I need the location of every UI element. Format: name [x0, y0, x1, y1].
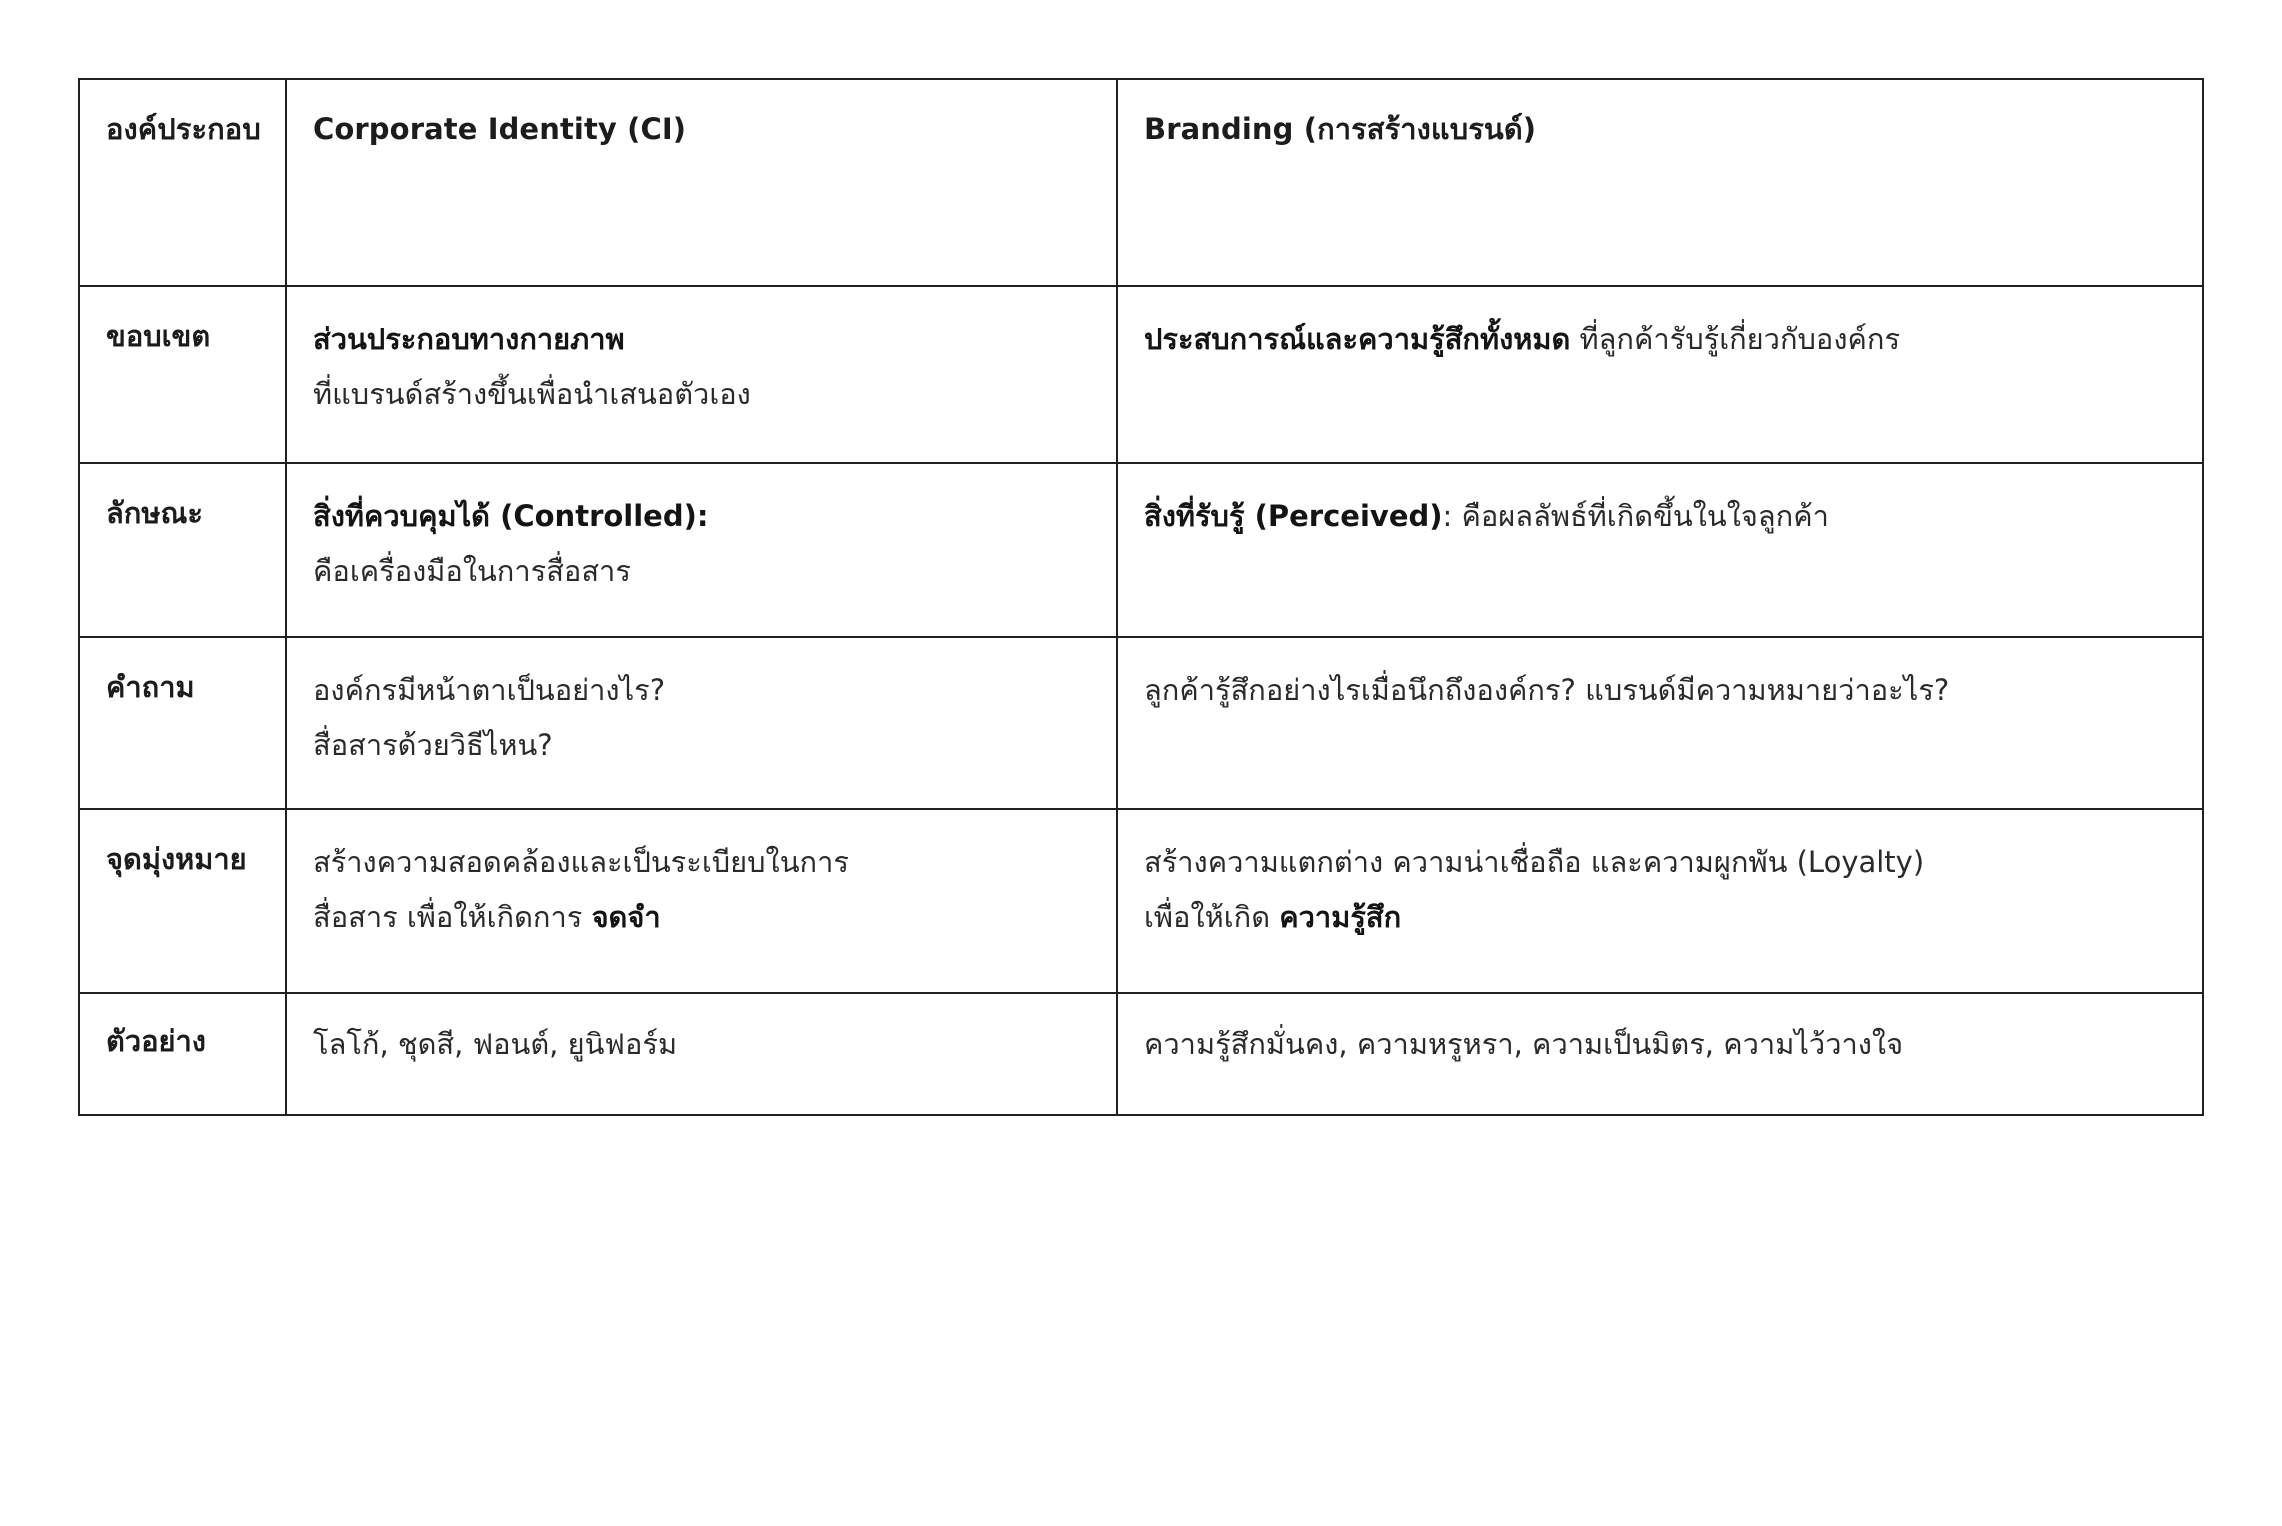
- cell-ci: [286, 637, 1117, 809]
- plain-text: องค์กรมีหน้าตาเป็นอย่างไร?: [313, 673, 666, 707]
- plain-text: สร้างความแตกต่าง ความน่าเชื่อถือ และความผูกพัน (Loyalty): [1144, 845, 1925, 879]
- body-line: [313, 840, 1090, 885]
- cell-ci: [286, 286, 1117, 463]
- body-line: [313, 1022, 1090, 1067]
- plain-text: สื่อสาร เพื่อให้เกิดการ: [313, 899, 592, 934]
- cell-branding: [1117, 637, 2203, 809]
- branding-content: [1118, 994, 2202, 1067]
- column-header-branding: [1117, 79, 2203, 286]
- body-line: [1144, 1022, 2176, 1067]
- body-line: [313, 494, 1090, 539]
- body-line: [313, 723, 1090, 768]
- aspect-label: ลักษณะ: [106, 496, 203, 530]
- body-line: [313, 317, 1090, 362]
- table-header: [79, 79, 2203, 286]
- branding-content: [1118, 810, 2202, 940]
- cell-aspect: [79, 637, 286, 809]
- emphasis-text: ส่วนประกอบทางกายภาพ: [313, 322, 625, 356]
- body-line: [313, 895, 1090, 940]
- ci-vs-branding-comparison-table: [78, 78, 2204, 1116]
- body-line: [1144, 668, 2176, 713]
- cell-ci: [286, 993, 1117, 1115]
- cell-aspect: [79, 463, 286, 637]
- body-line: [1144, 317, 2176, 362]
- emphasis-text: ความรู้สึก: [1279, 899, 1402, 934]
- table-header-row: [79, 79, 2203, 286]
- aspect-label: จุดมุ่งหมาย: [106, 842, 247, 876]
- plain-text: โลโก้, ชุดสี, ฟอนต์, ยูนิฟอร์ม: [313, 1027, 678, 1061]
- table-row: [79, 637, 2203, 809]
- column-header-ci-label: Corporate Identity (CI): [313, 112, 687, 146]
- aspect-label: ตัวอย่าง: [106, 1024, 206, 1058]
- column-header-aspect-label: องค์ประกอบ: [106, 112, 261, 146]
- cell-branding: [1117, 993, 2203, 1115]
- body-line: [1144, 895, 2176, 940]
- ci-content: [287, 810, 1116, 940]
- plain-text: สื่อสารด้วยวิธีไหน?: [313, 727, 553, 762]
- cell-aspect: [79, 809, 286, 993]
- ci-content: [287, 994, 1116, 1067]
- table-body: [79, 286, 2203, 1115]
- body-line: [313, 668, 1090, 713]
- emphasis-text: สิ่งที่รับรู้ (Perceived): [1144, 499, 1443, 533]
- emphasis-text: จดจำ: [591, 899, 661, 934]
- body-line: [313, 549, 1090, 594]
- cell-branding: [1117, 286, 2203, 463]
- table-row: [79, 463, 2203, 637]
- cell-branding: [1117, 809, 2203, 993]
- column-header-aspect: [79, 79, 286, 286]
- table-row: [79, 993, 2203, 1115]
- column-header-ci: [286, 79, 1117, 286]
- plain-text: ลูกค้ารู้สึกอย่างไรเมื่อนึกถึงองค์กร? แบรนด์มีความหมายว่าอะไร?: [1144, 673, 1950, 707]
- plain-text: ที่แบรนด์สร้างขึ้นเพื่อนำเสนอตัวเอง: [313, 376, 751, 411]
- emphasis-text: ประสบการณ์และความรู้สึกทั้งหมด: [1144, 322, 1571, 356]
- cell-ci: [286, 809, 1117, 993]
- body-line: [1144, 840, 2176, 885]
- plain-text: สร้างความสอดคล้องและเป็นระเบียบในการ: [313, 845, 849, 879]
- branding-content: [1118, 287, 2202, 362]
- cell-ci: [286, 463, 1117, 637]
- table-row: [79, 809, 2203, 993]
- body-line: [1144, 494, 2176, 539]
- aspect-label: คำถาม: [106, 670, 195, 704]
- body-line: [313, 372, 1090, 417]
- plain-text: คือเครื่องมือในการสื่อสาร: [313, 553, 631, 588]
- table-row: [79, 286, 2203, 463]
- cell-aspect: [79, 993, 286, 1115]
- plain-text: : คือผลลัพธ์ที่เกิดขึ้นในใจลูกค้า: [1442, 499, 1829, 533]
- cell-branding: [1117, 463, 2203, 637]
- aspect-label: ขอบเขต: [106, 319, 211, 353]
- cell-aspect: [79, 286, 286, 463]
- plain-text: ที่ลูกค้ารับรู้เกี่ยวกับองค์กร: [1570, 322, 1901, 356]
- plain-text: เพื่อให้เกิด: [1144, 899, 1280, 934]
- emphasis-text: สิ่งที่ควบคุมได้ (Controlled):: [313, 499, 709, 533]
- ci-content: [287, 464, 1116, 594]
- ci-content: [287, 287, 1116, 417]
- plain-text: ความรู้สึกมั่นคง, ความหรูหรา, ความเป็นมิตร, ความไว้วางใจ: [1144, 1027, 1904, 1061]
- ci-content: [287, 638, 1116, 768]
- branding-content: [1118, 638, 2202, 713]
- column-header-branding-label: Branding (การสร้างแบรนด์): [1144, 112, 1537, 146]
- branding-content: [1118, 464, 2202, 539]
